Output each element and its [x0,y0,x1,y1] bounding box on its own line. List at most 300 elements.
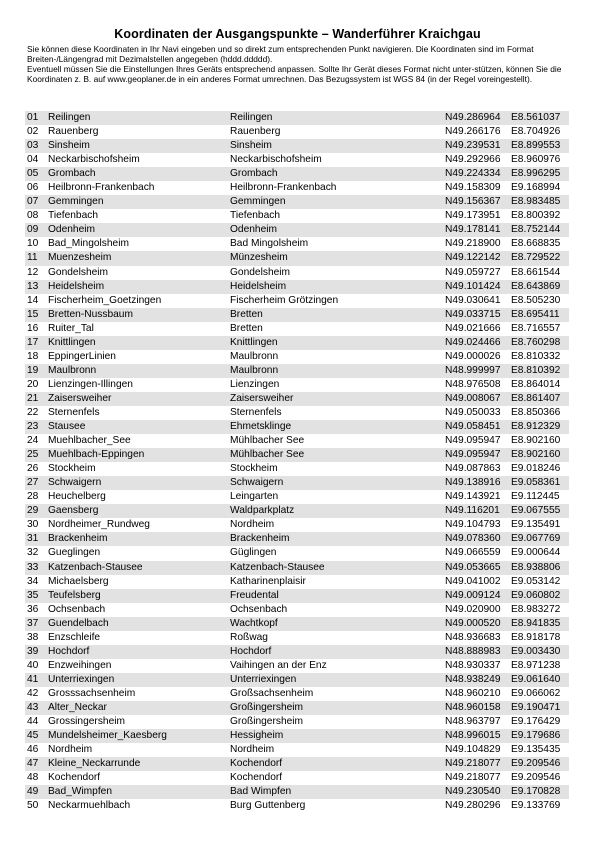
intro-text [27,44,572,84]
start-point-id: Alter_Neckar [48,701,107,713]
start-point-id: Ruiter_Tal [48,322,94,334]
table-row [25,209,569,223]
start-point-id: Rauenberg [48,126,99,138]
longitude: E8.918178 [511,631,561,643]
start-place: Großsachsenheim [230,687,314,699]
start-point-id: Enzweihingen [48,659,112,671]
start-place: Großingersheim [230,701,304,713]
table-row [25,490,569,504]
start-point-id: Gaensberg [48,505,99,517]
start-point-id: Zaisersweiher [48,392,112,404]
latitude: N49.280296 [445,800,501,812]
table-row [25,308,569,322]
longitude: E8.729522 [511,252,561,264]
start-place: Roßwag [230,631,268,643]
row-number: 08 [27,210,39,222]
longitude: E9.067769 [511,533,561,545]
start-place: Bretten [230,322,263,334]
latitude: N49.066559 [445,547,501,559]
table-row [25,125,569,139]
row-number: 37 [27,617,39,629]
table-row [25,687,569,701]
start-point-id: Kochendorf [48,772,101,784]
row-number: 16 [27,322,39,334]
latitude: N48.888983 [445,645,501,657]
row-number: 49 [27,786,39,798]
intro-paragraph-2: Eventuell müssen Sie die Einstellungen Ihres Geräts entsprechend anpassen. Sollte Ihr Gerät dieses Format nicht unter-stützen, können Sie die Koordinaten z. B. auf www.geoplaner.de in ein anderes Format umrechnen. Das Bezugssystem ist WGS 84 (in der Regel voreingestellt). [27,64,562,84]
longitude: E8.864014 [511,378,561,390]
start-place: Freudental [230,589,279,601]
table-row [25,575,569,589]
longitude: E8.695411 [511,308,560,320]
start-point-id: Bad_Mingolsheim [48,238,129,250]
start-place: Reilingen [230,112,273,123]
row-number: 48 [27,772,39,784]
longitude: E8.902160 [511,449,561,461]
latitude: N49.009124 [445,589,501,601]
start-place: Nordheim [230,744,275,756]
table-row [25,518,569,532]
row-number: 31 [27,533,39,545]
row-number: 09 [27,224,39,236]
start-place: Hochdorf [230,645,272,657]
start-point-id: Sternenfels [48,406,100,418]
latitude: N49.173951 [445,210,501,222]
table-row [25,729,569,743]
row-number: 35 [27,589,39,601]
longitude: E9.053142 [511,575,561,587]
latitude: N49.218077 [445,772,501,784]
start-place: Ochsenbach [230,603,288,615]
longitude: E8.971238 [511,659,561,671]
longitude: E8.941835 [511,617,561,629]
start-place: Nordheim [230,519,275,531]
start-point-id: Neckarbischofsheim [48,154,140,166]
start-place: Münzesheim [230,252,288,264]
longitude: E9.209546 [511,772,561,784]
latitude: N49.024466 [445,336,501,348]
start-place: Maulbronn [230,364,279,376]
table-row [25,462,569,476]
start-place: Ehmetsklinge [230,421,292,433]
start-place: Leingarten [230,491,279,503]
start-point-id: Kleine_Neckarrunde [48,758,141,770]
start-place: Zaisersweiher [230,392,294,404]
latitude: N49.230540 [445,786,501,798]
row-number: 21 [27,392,39,404]
table-row [25,420,569,434]
longitude: E9.209546 [511,758,561,770]
longitude: E8.661544 [511,266,561,278]
start-place: Heidelsheim [230,280,287,292]
table-row [25,617,569,631]
start-point-id: Katzenbach-Stausee [48,561,143,573]
longitude: E8.643869 [511,280,561,292]
row-number: 50 [27,800,39,812]
coordinates-table [25,111,569,813]
start-point-id: Lienzingen-Illingen [48,378,133,390]
start-point-id: Schwaigern [48,477,102,489]
latitude: N48.960158 [445,701,501,713]
longitude: E8.861407 [511,392,561,404]
start-place: Rauenberg [230,126,281,138]
row-number: 05 [27,168,39,180]
table-row [25,561,569,575]
row-number: 26 [27,463,39,475]
start-point-id: EppingerLinien [48,350,116,362]
longitude: E8.704926 [511,126,561,138]
longitude: E8.668835 [511,238,561,250]
latitude: N49.059727 [445,266,501,278]
start-point-id: Knittlingen [48,336,96,348]
table-row [25,631,569,645]
latitude: N49.292966 [445,154,501,166]
latitude: N49.078360 [445,533,501,545]
longitude: E8.983485 [511,196,561,208]
start-place: Neckarbischofsheim [230,154,322,166]
start-point-id: Gemmingen [48,196,104,208]
start-point-id: Reilingen [48,112,91,123]
row-number: 18 [27,350,39,362]
start-place: Brackenheim [230,533,290,545]
start-place: Vaihingen an der Enz [230,659,327,671]
longitude: E8.912329 [511,421,561,433]
start-place: Tiefenbach [230,210,281,222]
start-place: Bad Wimpfen [230,786,292,798]
start-point-id: Grombach [48,168,96,180]
latitude: N49.041002 [445,575,501,587]
row-number: 44 [27,716,39,728]
start-place: Sinsheim [230,140,272,152]
table-row [25,181,569,195]
latitude: N49.286964 [445,112,501,123]
start-point-id: Odenheim [48,224,96,236]
latitude: N49.218900 [445,238,501,250]
start-point-id: Unterriexingen [48,673,115,685]
row-number: 03 [27,140,39,152]
longitude: E8.561037 [511,112,561,123]
start-place: Bretten [230,308,263,320]
latitude: N48.999997 [445,364,501,376]
table-row [25,322,569,336]
longitude: E9.168994 [511,182,561,194]
latitude: N49.122142 [445,252,501,264]
row-number: 02 [27,126,39,138]
start-point-id: Nordheim [48,744,93,756]
row-number: 04 [27,154,39,166]
start-place: Lienzingen [230,378,280,390]
longitude: E9.066062 [511,687,561,699]
start-point-id: Enzschleife [48,631,101,643]
start-place: Gemmingen [230,196,286,208]
table-row [25,251,569,265]
table-row [25,266,569,280]
longitude: E9.000644 [511,547,561,559]
start-point-id: Grossingersheim [48,716,125,728]
latitude: N49.058451 [445,421,501,433]
row-number: 36 [27,603,39,615]
table-row [25,476,569,490]
longitude: E9.190471 [511,701,561,713]
latitude: N49.000520 [445,617,501,629]
longitude: E8.938806 [511,561,561,573]
start-point-id: Guendelbach [48,617,109,629]
row-number: 10 [27,238,39,250]
start-point-id: Teufelsberg [48,589,101,601]
intro-paragraph-1: Sie können diese Koordinaten in Ihr Navi eingeben und so direkt zum entsprechenden Punkt navigieren. Die Koordinaten sind im Format Breiten-/Längengrad mit Dezimalstellen angegeben (hddd.ddddd). [27,44,534,64]
longitude: E8.810392 [511,364,561,376]
longitude: E9.067555 [511,505,561,517]
latitude: N49.050033 [445,406,501,418]
latitude: N49.138916 [445,477,501,489]
latitude: N49.101424 [445,280,501,292]
table-row [25,532,569,546]
start-point-id: Brackenheim [48,533,108,545]
start-point-id: Sinsheim [48,140,90,152]
start-point-id: Maulbronn [48,364,97,376]
start-point-id: Gueglingen [48,547,101,559]
longitude: E9.135491 [511,519,561,531]
start-place: Hessigheim [230,730,284,742]
row-number: 12 [27,266,39,278]
longitude: E9.058361 [511,477,561,489]
start-place: Schwaigern [230,477,284,489]
start-place: Unterriexingen [230,673,297,685]
latitude: N49.030641 [445,294,501,306]
table-row [25,223,569,237]
table-row [25,701,569,715]
row-number: 17 [27,336,39,348]
table-row [25,237,569,251]
start-point-id: Grosssachsenheim [48,687,136,699]
latitude: N49.143921 [445,491,501,503]
row-number: 19 [27,364,39,376]
start-point-id: Fischerheim_Goetzingen [48,294,162,306]
latitude: N48.960210 [445,687,501,699]
start-point-id: Muehlbacher_See [48,435,131,447]
latitude: N49.087863 [445,463,501,475]
start-point-id: Muenzesheim [48,252,112,264]
start-point-id: Tiefenbach [48,210,99,222]
row-number: 28 [27,491,39,503]
start-point-id: Heidelsheim [48,280,105,292]
longitude: E8.800392 [511,210,561,222]
latitude: N48.938249 [445,673,501,685]
start-point-id: Bretten-Nussbaum [48,308,133,320]
row-number: 33 [27,561,39,573]
longitude: E8.983272 [511,603,561,615]
page-title: Koordinaten der Ausgangspunkte – Wanderführer Kraichgau [114,27,481,41]
latitude: N48.930337 [445,659,501,671]
table-row [25,715,569,729]
table-row [25,771,569,785]
latitude: N49.116201 [445,505,500,517]
longitude: E8.760298 [511,336,561,348]
table-row [25,448,569,462]
start-point-id: Gondelsheim [48,266,109,278]
longitude: E9.176429 [511,716,561,728]
row-number: 23 [27,421,39,433]
table-row [25,603,569,617]
table-row [25,350,569,364]
row-number: 40 [27,659,39,671]
latitude: N49.020900 [445,603,501,615]
start-place: Knittlingen [230,336,278,348]
row-number: 27 [27,477,39,489]
start-place: Güglingen [230,547,277,559]
start-point-id: Mundelsheimer_Kaesberg [48,730,167,742]
table-row [25,294,569,308]
table-row [25,434,569,448]
row-number: 07 [27,196,39,208]
table-row [25,111,569,125]
longitude: E9.112445 [511,491,560,503]
start-place: Fischerheim Grötzingen [230,294,339,306]
row-number: 47 [27,758,39,770]
table-row [25,336,569,350]
start-place: Waldparkplatz [230,505,295,517]
longitude: E9.003430 [511,645,561,657]
start-place: Kochendorf [230,772,283,784]
latitude: N49.239531 [445,140,501,152]
table-row [25,743,569,757]
latitude: N49.095947 [445,449,501,461]
row-number: 38 [27,631,39,643]
start-point-id: Neckarmuehlbach [48,800,131,812]
longitude: E8.850366 [511,406,561,418]
start-place: Maulbronn [230,350,279,362]
longitude: E8.505230 [511,294,561,306]
latitude: N49.000026 [445,350,501,362]
start-point-id: Heilbronn-Frankenbach [48,182,155,194]
row-number: 39 [27,645,39,657]
start-point-id: Stockheim [48,463,96,475]
start-point-id: Michaelsberg [48,575,109,587]
table-row [25,673,569,687]
start-place: Großingersheim [230,716,304,728]
latitude: N49.104829 [445,744,501,756]
row-number: 13 [27,280,39,292]
latitude: N48.976508 [445,378,501,390]
table-row [25,406,569,420]
row-number: 34 [27,575,39,587]
start-point-id: Stausee [48,421,86,433]
table-row [25,757,569,771]
longitude: E8.960976 [511,154,561,166]
latitude: N48.996015 [445,730,501,742]
latitude: N49.053665 [445,561,501,573]
table-row [25,364,569,378]
latitude: N49.266176 [445,126,501,138]
start-point-id: Heuchelberg [48,491,106,503]
row-number: 01 [27,112,39,123]
row-number: 30 [27,519,39,531]
longitude: E9.179686 [511,730,561,742]
row-number: 43 [27,701,39,713]
table-row [25,195,569,209]
latitude: N49.178141 [445,224,501,236]
start-place: Grombach [230,168,278,180]
table-row [25,659,569,673]
row-number: 24 [27,435,39,447]
longitude: E9.170828 [511,786,561,798]
longitude: E9.135435 [511,744,561,756]
table-row [25,645,569,659]
row-number: 29 [27,505,39,517]
table-row [25,153,569,167]
table-row [25,504,569,518]
start-place: Katzenbach-Stausee [230,561,325,573]
row-number: 42 [27,687,39,699]
table-row [25,280,569,294]
start-place: Mühlbacher See [230,449,305,461]
start-place: Gondelsheim [230,266,291,278]
table-row [25,139,569,153]
longitude: E8.902160 [511,435,561,447]
row-number: 41 [27,673,39,685]
longitude: E8.899553 [511,140,561,152]
start-place: Mühlbacher See [230,435,305,447]
longitude: E9.133769 [511,800,561,812]
start-place: Odenheim [230,224,278,236]
longitude: E8.996295 [511,168,561,180]
latitude: N49.224334 [445,168,501,180]
table-row [25,378,569,392]
row-number: 32 [27,547,39,559]
row-number: 06 [27,182,39,194]
start-point-id: Hochdorf [48,645,90,657]
row-number: 11 [27,252,38,264]
start-point-id: Ochsenbach [48,603,106,615]
start-place: Burg Guttenberg [230,800,306,812]
row-number: 25 [27,449,39,461]
longitude: E9.061640 [511,673,561,685]
row-number: 45 [27,730,39,742]
row-number: 22 [27,406,39,418]
start-place: Katharinenplaisir [230,575,306,587]
start-place: Stockheim [230,463,278,475]
table-row [25,785,569,799]
row-number: 20 [27,378,39,390]
table-row [25,392,569,406]
start-point-id: Bad_Wimpfen [48,786,112,798]
table-row [25,546,569,560]
table-row [25,167,569,181]
latitude: N49.218077 [445,758,501,770]
start-place: Heilbronn-Frankenbach [230,182,337,194]
start-place: Bad Mingolsheim [230,238,309,250]
latitude: N49.095947 [445,435,501,447]
longitude: E8.716557 [511,322,561,334]
start-place: Wachtkopf [230,617,278,629]
longitude: E9.018246 [511,463,561,475]
latitude: N49.033715 [445,308,501,320]
start-place: Kochendorf [230,758,283,770]
latitude: N48.936683 [445,631,501,643]
latitude: N49.156367 [445,196,501,208]
longitude: E9.060802 [511,589,561,601]
latitude: N49.104793 [445,519,501,531]
start-place: Sternenfels [230,406,282,418]
start-point-id: Nordheimer_Rundweg [48,519,150,531]
row-number: 15 [27,308,39,320]
latitude: N49.158309 [445,182,501,194]
latitude: N48.963797 [445,716,501,728]
table-row [25,589,569,603]
table-row [25,799,569,813]
row-number: 14 [27,294,39,306]
longitude: E8.752144 [511,224,561,236]
